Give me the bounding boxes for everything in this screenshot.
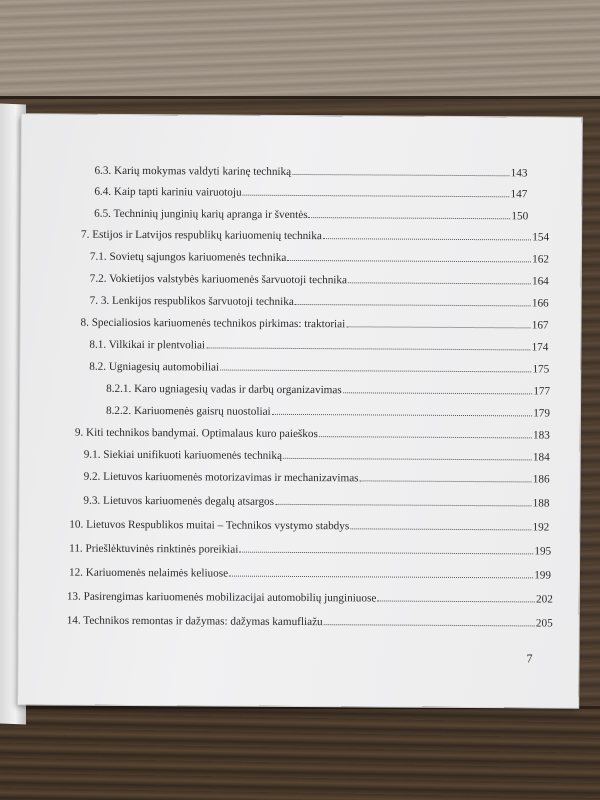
toc-entry-page: 184 [532, 451, 550, 464]
toc-entry [84, 465, 550, 486]
toc-entry [94, 202, 528, 223]
table-plank-bottom [0, 708, 600, 800]
toc-entry [67, 585, 553, 606]
toc-entry-page: 186 [532, 473, 550, 486]
toc-entry-title: 8. Specialiosios kariuomenės technikos pirkimas: traktoriai [80, 316, 346, 331]
toc-entry [90, 245, 549, 266]
toc-entry-title: 6.5. Techninių junginių karių apranga ir šventės [94, 207, 308, 222]
toc-entry [89, 333, 548, 354]
toc-entry-title: 8.2. Ugniagesių automobiliai [89, 360, 220, 374]
toc-entry [84, 443, 550, 464]
toc-entry [90, 289, 549, 310]
dot-leader [220, 369, 531, 373]
book-page [18, 114, 582, 707]
toc-entry-title: 7. Estijos ir Latvijos respublikų kariuomenių technika [81, 228, 322, 243]
dot-leader [206, 346, 531, 350]
toc-entry [94, 180, 527, 201]
toc-entry-page: 192 [532, 521, 550, 534]
dot-leader [295, 303, 531, 306]
dot-leader [239, 551, 533, 555]
toc-entry-title: 11. Priešlėktuvinės rinktinės poreikiai [69, 542, 239, 556]
toc-entry [90, 267, 549, 288]
toc-entry-page: 162 [532, 253, 549, 266]
toc-entry-title: 7.1. Sovietų sąjungos kariuomenės technika [89, 250, 287, 264]
toc-entry-title: 6.3. Karių mokymas valdyti karinę techniką [94, 164, 292, 178]
toc-entry [81, 223, 549, 244]
toc-entry-title: 14. Technikos remontas ir dažymas: dažymas kamufliažu [66, 614, 323, 629]
toc-entry [80, 311, 548, 332]
toc-entry-page: 177 [533, 385, 551, 398]
table-of-contents [18, 114, 582, 707]
toc-entry-page: 164 [531, 275, 549, 288]
toc-entry-title: 6.4. Kaip tapti kariniu vairuotoju [94, 185, 242, 199]
dot-leader [292, 173, 510, 176]
toc-entry-title: 7. 3. Lenkijos respublikos šarvuotoji technika [89, 294, 294, 308]
dot-leader [343, 391, 533, 394]
toc-entry-title: 8.2.1. Karo ugniagesių vadas ir darbų organizavimas [106, 382, 342, 397]
toc-entry-page: 202 [536, 593, 553, 606]
toc-entry-page: 205 [535, 617, 553, 630]
toc-entry [94, 159, 527, 180]
toc-entry [69, 537, 551, 558]
toc-entry-page: 175 [532, 363, 550, 376]
toc-entry-page: 166 [531, 297, 549, 310]
toc-entry-page: 199 [534, 569, 552, 582]
dot-leader [287, 259, 531, 262]
dot-leader [283, 457, 532, 461]
dot-leader [348, 281, 531, 284]
toc-entry-page: 143 [510, 167, 528, 180]
dot-leader [275, 503, 532, 507]
toc-entry-title: 9.3. Lietuvos kariuomenės degalų atsargos [83, 494, 275, 508]
toc-entry-page: 195 [534, 545, 552, 558]
toc-entry-title: 8.2.2. Kariuomenės gaisrų nuostoliai [105, 404, 271, 418]
toc-entry [67, 609, 553, 630]
dot-leader [319, 435, 532, 438]
toc-entry-page: 179 [533, 407, 551, 420]
toc-entry [69, 561, 551, 582]
toc-entry-page: 150 [511, 210, 529, 223]
toc-entry [75, 421, 550, 442]
toc-entry-page: 167 [531, 319, 549, 332]
toc-entry-title: 8.1. Vilkikai ir plentvoliai [89, 338, 206, 352]
toc-entry [69, 513, 549, 534]
toc-entry-title: 9. Kiti technikos bandymai. Optimalaus kuro paieškos [74, 426, 318, 441]
dot-leader [309, 216, 511, 219]
toc-entry-page: 188 [532, 497, 550, 510]
toc-entry-title: 9.2. Lietuvos kariuomenės motorizavimas ir mechanizavimas [83, 470, 359, 485]
toc-entry-title: 7.2. Vokietijos valstybės kariuomenės šarvuotoji technika [89, 272, 348, 287]
dot-leader [243, 194, 510, 198]
dot-leader [350, 527, 531, 530]
toc-entry-page: 183 [533, 429, 550, 442]
dot-leader [346, 325, 531, 328]
plank-seam [0, 96, 600, 99]
toc-entry-page: 154 [532, 231, 550, 244]
toc-entry [106, 399, 550, 420]
dot-leader [377, 599, 535, 602]
toc-entry-page: 174 [531, 341, 549, 354]
toc-entry [83, 489, 549, 510]
table-plank-top [0, 0, 600, 98]
toc-entry [89, 355, 549, 376]
toc-entry-title: 9.1. Siekiai unifikuoti kariuomenės techniką [83, 448, 282, 462]
dot-leader [229, 575, 533, 579]
toc-entry [106, 377, 550, 398]
dot-leader [272, 413, 533, 417]
toc-entry-page: 147 [510, 188, 528, 201]
page-number: 7 [526, 651, 533, 666]
dot-leader [360, 479, 532, 482]
dot-leader [323, 237, 531, 240]
toc-entry-title: 10. Lietuvos Respublikos muitai – Technikos vystymo stabdys [69, 518, 350, 533]
dot-leader [324, 623, 535, 626]
toc-entry-title: 13. Pasirengimas kariuomenės mobilizacijai automobilių junginiuose [66, 590, 377, 605]
toc-entry-title: 12. Kariuomenės nelaimės keliuose [68, 566, 229, 580]
